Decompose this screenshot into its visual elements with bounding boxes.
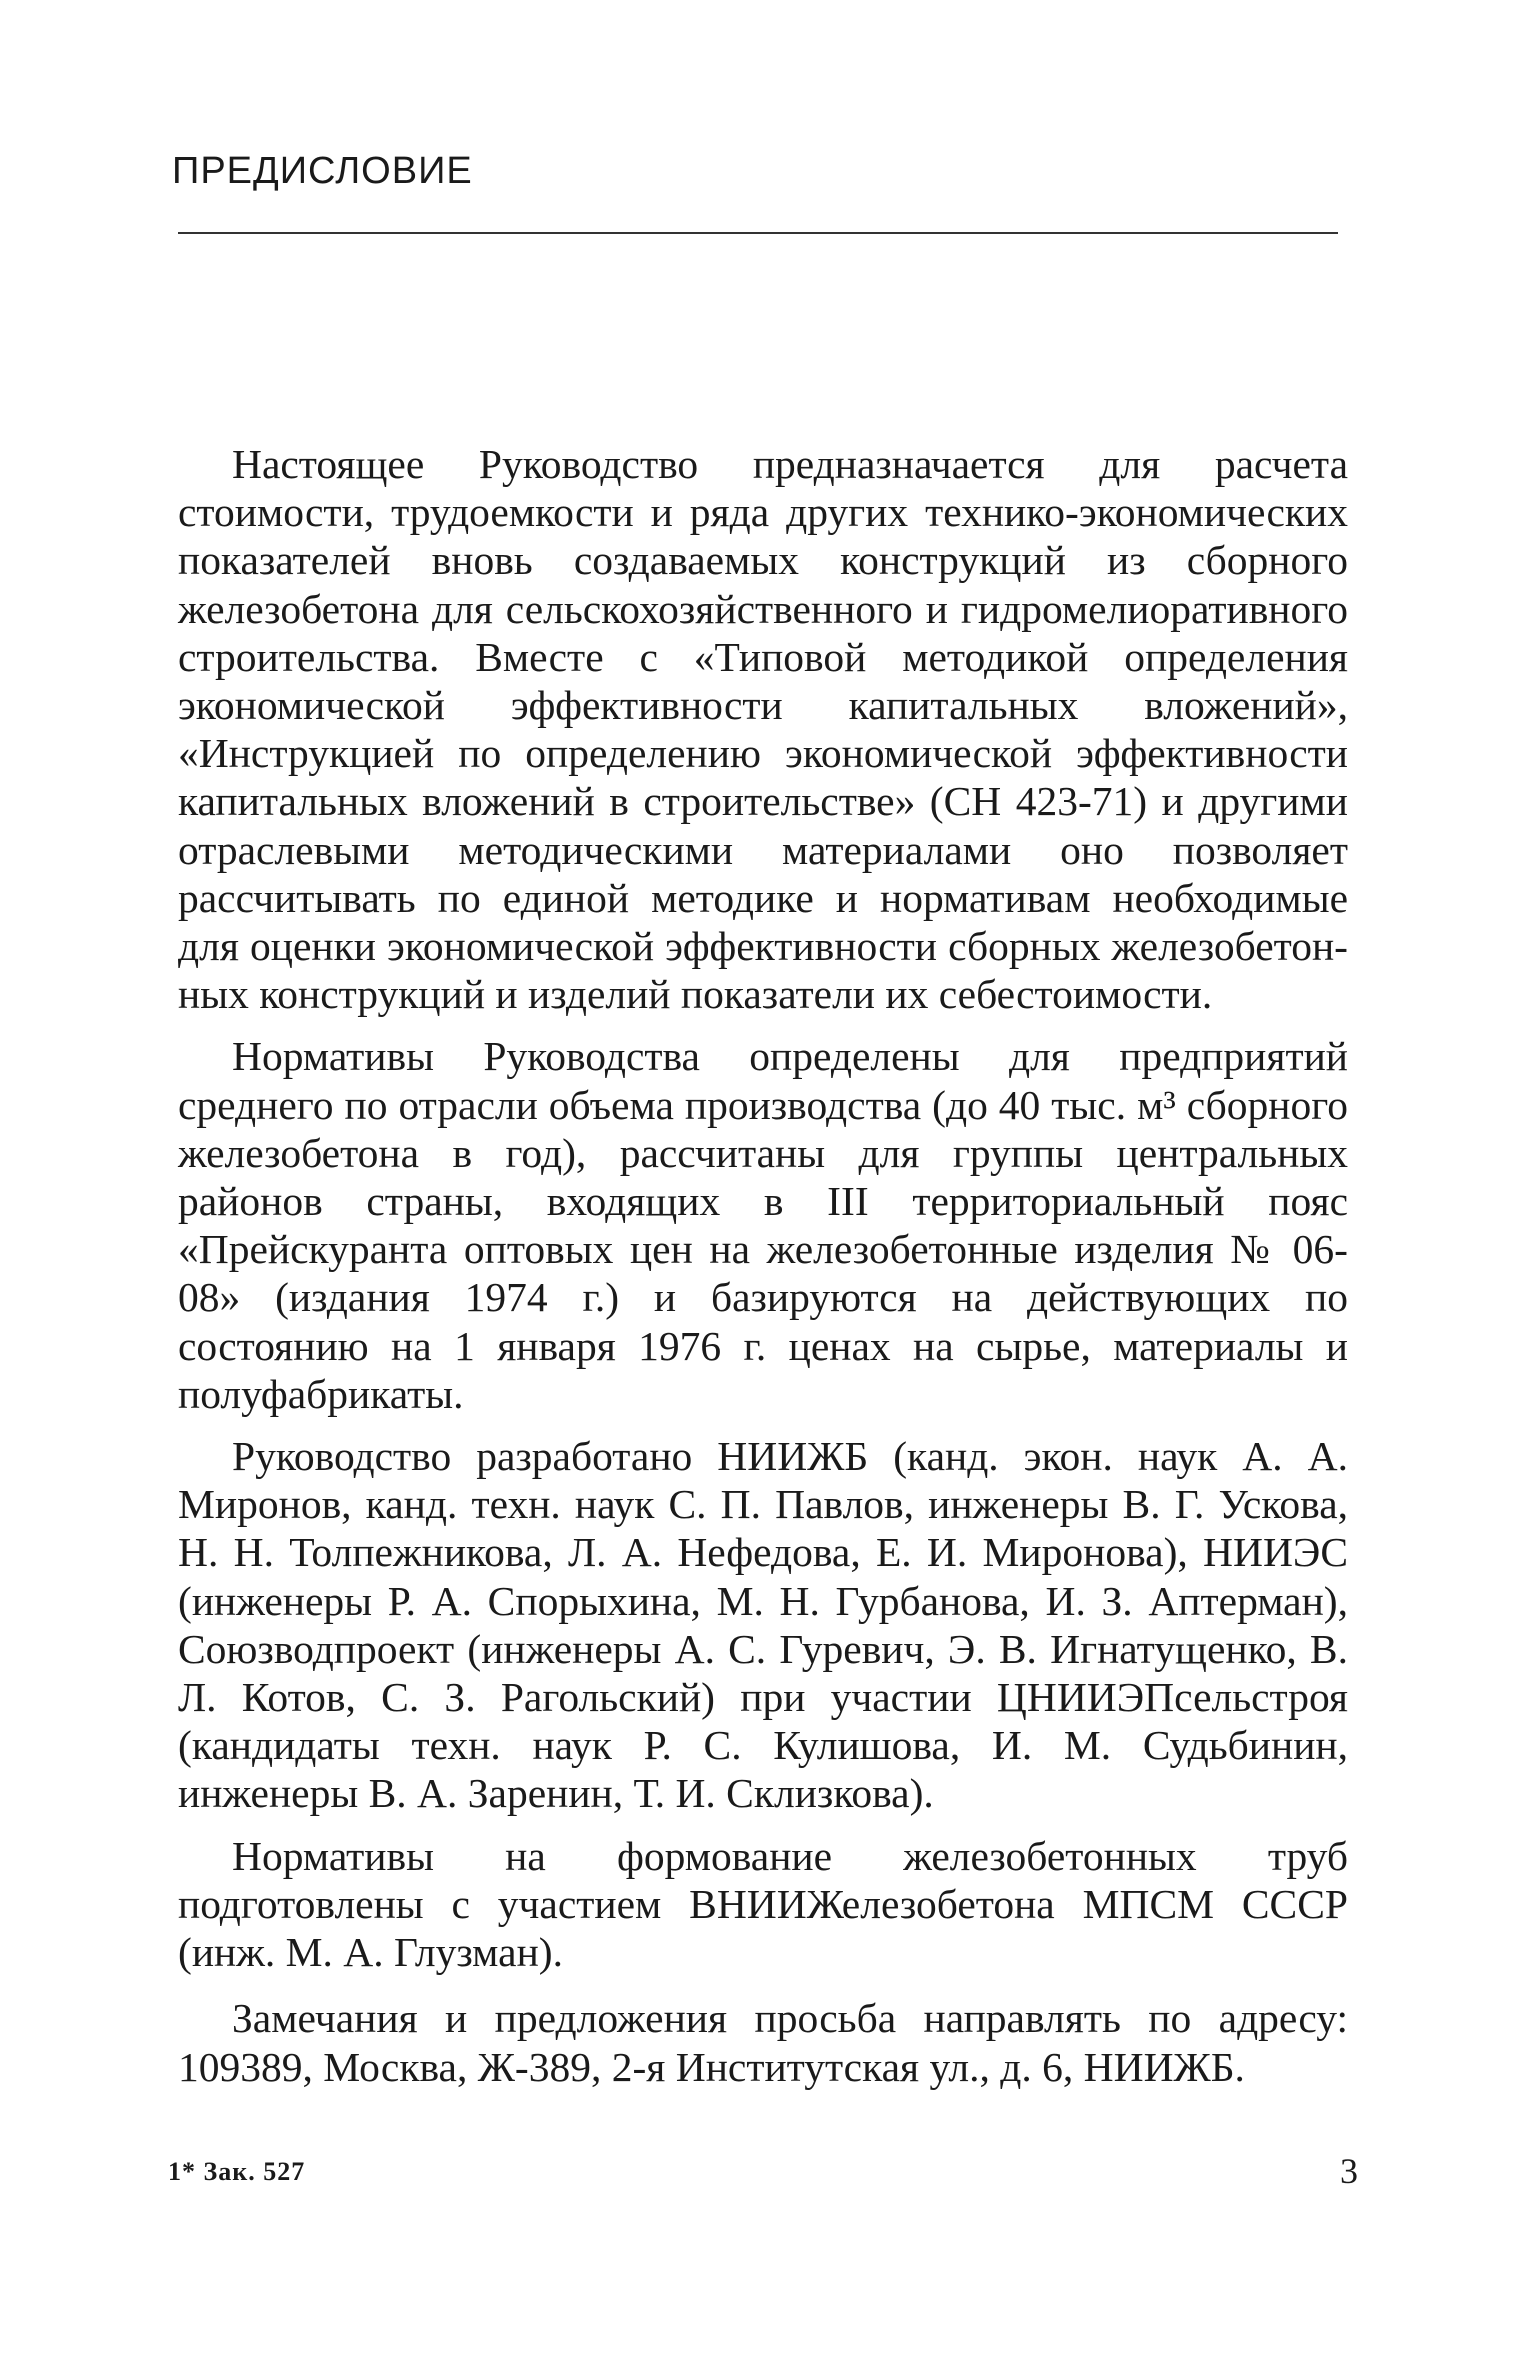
page-title: ПРЕДИСЛОВИЕ: [172, 150, 473, 192]
order-mark: 1* Зак. 527: [168, 2157, 306, 2186]
heading-divider: [178, 232, 1338, 234]
page-number: 3: [1340, 2151, 1358, 2191]
document-body: [178, 440, 1348, 2105]
paragraph-authors: Руководство разработано НИИЖБ (канд. экон. наук А. А. Миронов, канд. техн. наук С. П. Павлов, инженеры В. Г. Ускова, Н. Н. Толпежникова, Л. А. Нефедова, Е. И. Миронова), НИИЭС (инженеры Р. А. Спорыхина, М. Н. Гурбанова, И. З. Аптерман), Союзводпроект (инженеры А. С. Гуревич, Э. В. Игнатущенко, В. Л. Котов, С. З. Рагольский) при участии ЦНИИЭПсельстроя (кандидаты техн. наук Р. С. Кулишова, И. М. Судьбинин, инженеры В. А. Заренин, Т. И. Склизкова).: [178, 1433, 1348, 1817]
paragraph-purpose: Настоящее Руководство предназначается для расчета стоимости, трудоемкости и ряда других технико-экономических показателей вновь создаваемых конструкций из сборного железобетона для сельскохозяйственного и гидромелиоративного строительства. Вместе с «Типовой методикой определения экономической эффективности капитальных вложений», «Инструкцией по определению экономической эффективности капитальных вложений в строительстве» (СН 423-71) и другими отраслевыми методическими материалами оно позволяет рассчитывать по единой методике и нормативам необходимые для оценки экономической эффективности сборных железобетонных конструкций и изделий показатели их себестоимости.: [178, 441, 1348, 1018]
paragraph-norms: Нормативы Руководства определены для предприятий среднего по отрасли объема производства (до 40 тыс. м³ сборного железобетона в год), рассчитаны для группы центральных районов страны, входящих в III территориальный пояс «Прейскуранта оптовых цен на железобетонные изделия № 06-08» (издания 1974 г.) и базируются на действующих по состоянию на 1 января 1976 г. ценах на сырье, материалы и полуфабрикаты.: [178, 1033, 1348, 1417]
paragraph-contact: Замечания и предложения просьба направлять по адресу: 109389, Москва, Ж-389, 2-я Институтская ул., д. 6, НИИЖБ.: [178, 1995, 1348, 2090]
paragraph-pipes: Нормативы на формование железобетонных труб подготовлены с участием ВНИИЖелезобетона МПСМ СССР (инж. М. А. Глузман).: [178, 1832, 1348, 1976]
